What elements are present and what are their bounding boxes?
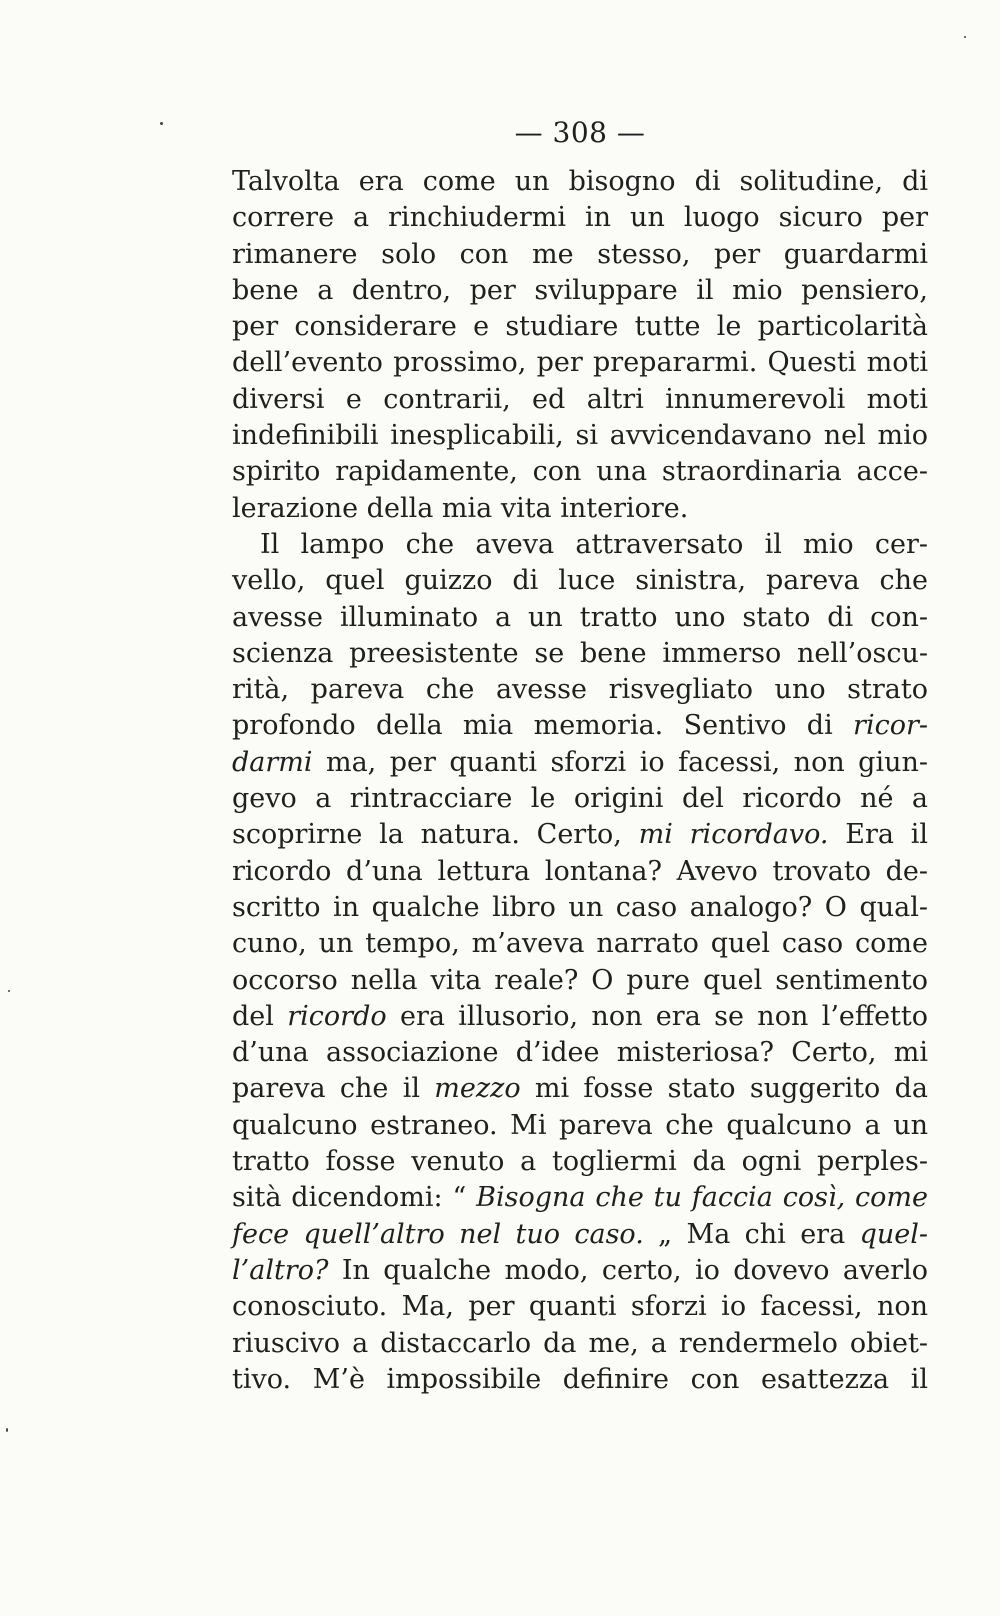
text-segment: tratto fosse venuto a togliermi da ogni perples- (232, 1146, 928, 1178)
text-segment: In qualche modo, certo, io dovevo averlo (328, 1254, 928, 1286)
text-segment: scritto in qualche libro un caso analogo? O qual- (232, 891, 928, 923)
body-text (232, 164, 928, 1398)
text-line (232, 1253, 928, 1289)
text-segment: spirito rapidamente, con una straordinaria acce- (232, 456, 928, 488)
text-line (232, 963, 928, 999)
text-segment: rità, pareva che avesse risvegliato uno strato (232, 674, 928, 706)
italic-text: l’altro? (232, 1254, 329, 1286)
text-line (232, 454, 928, 490)
text-line (232, 817, 928, 853)
text-line (232, 237, 928, 273)
text-segment: correre a rinchiudermi in un luogo sicuro per (232, 202, 928, 234)
text-segment: scoprirne la natura. Certo, (232, 819, 639, 851)
text-segment: ma, per quanti sforzi io facessi, non giun- (312, 746, 928, 778)
italic-text: fece quell’altro nel tuo caso. (232, 1218, 644, 1250)
text-segment: Il lampo che aveva attraversato il mio cer- (260, 528, 928, 560)
text-segment: del (232, 1000, 288, 1032)
text-segment: diversi e contrarii, ed altri innumerevoli moti (232, 383, 928, 415)
text-line (232, 200, 928, 236)
text-line (232, 1180, 928, 1216)
italic-text: mi ricordavo. (638, 819, 829, 851)
text-line (232, 527, 928, 563)
italic-text: Bisogna che tu faccia così, come (476, 1182, 928, 1214)
text-segment: dell’evento prossimo, per prepararmi. Questi moti (232, 347, 928, 379)
text-segment: rimanere solo con me stesso, per guardarmi (232, 238, 928, 270)
text-line (232, 999, 928, 1035)
text-line (232, 382, 928, 418)
italic-text: quel- (859, 1218, 928, 1250)
text-line (232, 1362, 928, 1398)
text-line (232, 745, 928, 781)
scan-speck (8, 990, 10, 992)
text-line (232, 672, 928, 708)
text-segment: cuno, un tempo, m’aveva narrato quel caso come (232, 928, 928, 960)
text-segment: Talvolta era come un bisogno di solitudine, di (232, 166, 928, 197)
italic-text: ricordo (287, 1000, 387, 1032)
text-segment: occorso nella vita reale? O pure quel sentimento (232, 964, 928, 996)
italic-text: ricor- (853, 710, 928, 742)
scan-speck (160, 122, 163, 125)
text-line (232, 1108, 928, 1144)
text-line (232, 1071, 928, 1107)
text-line (232, 345, 928, 381)
italic-text: darmi (232, 746, 313, 778)
text-line (232, 890, 928, 926)
text-line (232, 1217, 928, 1253)
text-segment: per considerare e studiare tutte le particolarità (232, 311, 928, 343)
text-segment: vello, quel guizzo di luce sinistra, pareva che (232, 565, 928, 597)
text-segment: gevo a rintracciare le origini del ricordo né a (232, 783, 928, 815)
text-line (232, 854, 928, 890)
text-line (232, 491, 928, 527)
text-line (232, 636, 928, 672)
scan-speck (6, 1428, 8, 1432)
text-segment: qualcuno estraneo. Mi pareva che qualcuno a un (232, 1109, 928, 1141)
text-line (232, 1144, 928, 1180)
text-line (232, 600, 928, 636)
text-line (232, 164, 928, 200)
text-segment: era illusorio, non era se non l’effetto (386, 1000, 928, 1032)
text-line (232, 708, 928, 744)
text-segment: tivo. M’è impossibile definire con esattezza il (232, 1363, 928, 1395)
text-line (232, 1035, 928, 1071)
text-line (232, 309, 928, 345)
text-segment: lerazione della mia vita interiore. (232, 492, 689, 524)
text-segment: conosciuto. Ma, per quanti sforzi io facessi, non (232, 1291, 928, 1323)
text-segment: scienza preesistente se bene immerso nell’oscu- (232, 637, 928, 669)
italic-text: mezzo (434, 1073, 521, 1105)
text-line (232, 418, 928, 454)
text-segment: ricordo d’una lettura lontana? Avevo trovato de- (232, 855, 928, 887)
text-segment: mi fosse stato suggerito da (520, 1073, 928, 1105)
text-segment: avesse illuminato a un tratto uno stato di con- (232, 601, 928, 633)
text-line (232, 1326, 928, 1362)
text-line (232, 563, 928, 599)
text-segment: Era il (828, 819, 928, 851)
text-segment: sità dicendomi: “ (232, 1182, 477, 1214)
text-segment: bene a dentro, per sviluppare il mio pensiero, (232, 274, 928, 306)
text-segment: riuscivo a distaccarlo da me, a rendermelo obiet- (232, 1327, 928, 1359)
text-segment: d’una associazione d’idee misteriosa? Certo, mi (232, 1037, 928, 1069)
text-line (232, 781, 928, 817)
text-segment: profondo della mia memoria. Sentivo di (232, 710, 854, 742)
text-segment: indefinibili inesplicabili, si avvicendavano nel mio (232, 420, 928, 452)
text-line (232, 926, 928, 962)
page-number: — 308 — (514, 116, 646, 149)
text-line (232, 1289, 928, 1325)
text-line (232, 273, 928, 309)
scan-speck (964, 36, 966, 38)
text-segment: „ Ma chi era (643, 1218, 860, 1250)
text-segment: pareva che il (232, 1073, 435, 1105)
